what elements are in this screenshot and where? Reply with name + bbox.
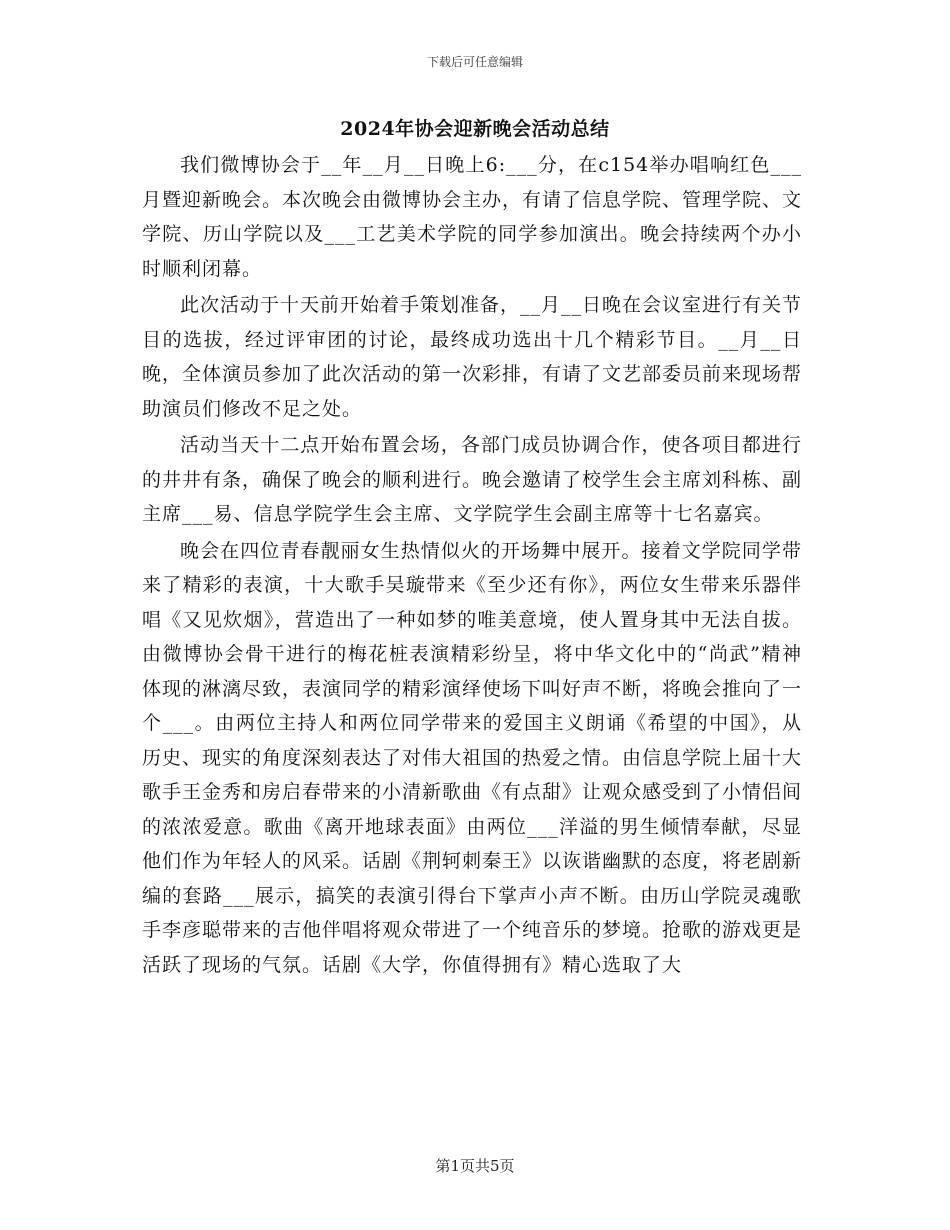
paragraph-3: 活动当天十二点开始布置会场，各部门成员协调合作，使各项目都进行的井井有条，确保了晚会的顺利进行。晚会邀请了校学生会主席刘科栋、副主席___易、信息学院学生会主席、文学院学生会副主席等十七名嘉宾。 — [142, 434, 803, 525]
paragraph-4: 晚会在四位青春靓丽女生热情似火的开场舞中展开。接着文学院同学带来了精彩的表演，十大歌手吴璇带来《至少还有你》，两位女生带来乐器伴唱《又见炊烟》，营造出了一种如梦的唯美意境，使人置身其中无法自拔。由微博协会骨干进行的梅花桩表演精彩纷呈，将中华文化中的“尚武”精神体现的淋漓尽致，表演同学的精彩演绎使场下叫好声不断，将晚会推向了一个___。由两位主持人和两位同学带来的爱国主义朗诵《希望的中国》，从历史、现实的角度深刻表达了对伟大祖国的热爱之情。由信息学院上届十大歌手王金秀和房启春带来的小清新歌曲《有点甜》让观众感受到了小情侣间的浓浓爱意。歌曲《离开地球表面》由两位___洋溢的男生倾情奉献，尽显他们作为年轻人的风采。话剧《荆轲刺秦王》以诙谐幽默的态度，将老剧新编的套路___展示，搞笑的表演引得台下掌声小声不断。由历山学院灵魂歌手李彦聪带来的吉他伴唱将观众带进了一个纯音乐的梦境。抢歌的游戏更是活跃了现场的气氛。话剧《大学，你值得拥有》精心选取了大 — [142, 539, 803, 976]
header-note: 下载后可任意编辑 — [426, 55, 523, 69]
document-title: 2024年协会迎新晚会活动总结 — [340, 118, 610, 140]
page-number: 第1页共5页 — [435, 1157, 515, 1175]
document-body — [142, 148, 802, 984]
paragraph-1: 我们微博协会于__年__月__日晚上6:___分，在c154举办唱响红色___月暨迎新晚会。本次晚会由微博协会主办，有请了信息学院、管理学院、文学院、历山学院以及___工艺美术学院的同学参加演出。晚会持续两个办小时顺利闭幕。 — [142, 154, 803, 280]
paragraph-2: 此次活动于十天前开始着手策划准备，__月__日晚在会议室进行有关节目的选拔，经过评审团的讨论，最终成功选出十几个精彩节目。__月__日晚，全体演员参加了此次活动的第一次彩排，有请了文艺部委员前来现场帮助演员们修改不足之处。 — [142, 294, 803, 420]
